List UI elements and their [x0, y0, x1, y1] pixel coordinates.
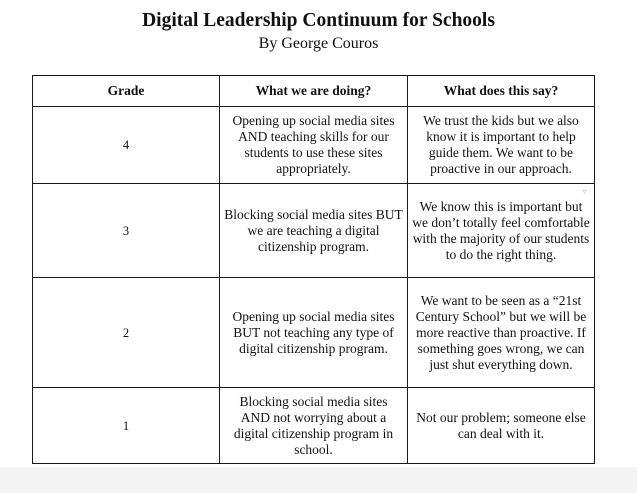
says-cell: We know this is important but we don’t totally feel comfortable with the majority of our students to do the right thing. [412, 198, 590, 262]
doing-cell: Blocking social media sites BUT we are teaching a digital citizenship program. [220, 184, 408, 278]
dropdown-marker-icon: ▿ [582, 187, 587, 196]
page-bottom-band [0, 467, 637, 493]
table-row [33, 278, 595, 388]
grade-cell: 1 [33, 388, 220, 464]
table-row [33, 184, 595, 278]
doing-cell: Blocking social media sites AND not worrying about a digital citizenship program in school. [220, 388, 408, 464]
says-cell: We want to be seen as a “21st Century School” but we will be more reactive than proactive. If something goes wrong, we can just shut everything down. [408, 278, 595, 388]
table-row [33, 107, 595, 184]
continuum-table [32, 75, 595, 464]
header-what-does-this-say: What does this say? [408, 76, 595, 107]
table-row [33, 388, 595, 464]
table-header-row [33, 76, 595, 107]
says-cell: Not our problem; someone else can deal with it. [408, 388, 595, 464]
doing-cell: Opening up social media sites AND teaching skills for our students to use these sites appropriately. [220, 107, 408, 184]
says-cell: We trust the kids but we also know it is important to help guide them. We want to be proactive in our approach. [408, 107, 595, 184]
header-grade: Grade [33, 76, 220, 107]
grade-cell: 2 [33, 278, 220, 388]
says-cell-container [408, 184, 595, 278]
document-subtitle: By George Couros [258, 35, 379, 52]
grade-cell: 4 [33, 107, 220, 184]
doing-cell: Opening up social media sites BUT not teaching any type of digital citizenship program. [220, 278, 408, 388]
header-what-we-are-doing: What we are doing? [220, 76, 408, 107]
document-title: Digital Leadership Continuum for Schools [142, 10, 495, 31]
grade-cell: 3 [33, 184, 220, 278]
